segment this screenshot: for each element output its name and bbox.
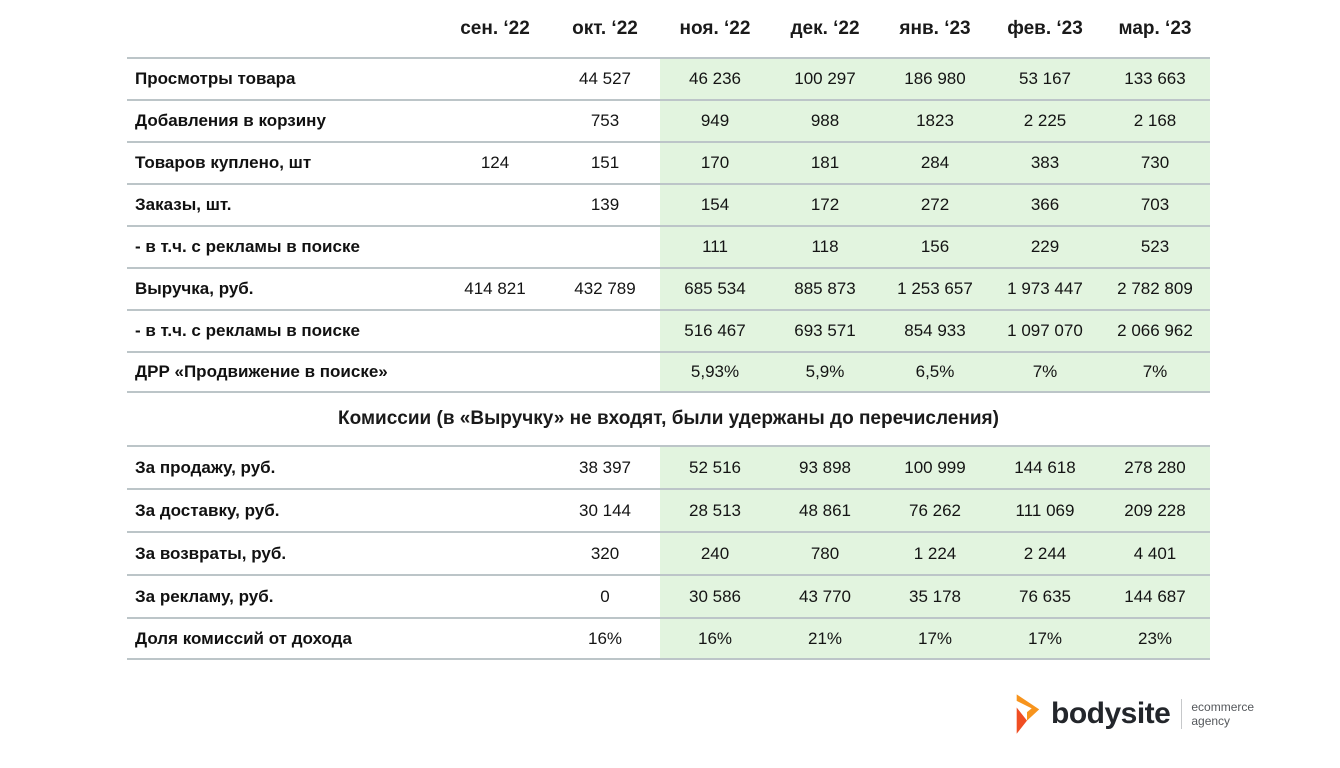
cell-value: 949 xyxy=(660,101,770,141)
cell-value: 1 973 447 xyxy=(990,269,1100,309)
cell-value: 278 280 xyxy=(1100,447,1210,488)
cell-value xyxy=(440,490,550,531)
row-label: За возвраты, руб. xyxy=(135,543,287,563)
column-header: фев. ‘23 xyxy=(1007,17,1083,39)
cell-value: 17% xyxy=(990,619,1100,658)
cell-value: 124 xyxy=(480,153,510,172)
table-row xyxy=(127,574,1210,617)
cell-value: 151 xyxy=(590,153,620,172)
row-label: За доставку, руб. xyxy=(135,500,280,520)
row-label: Товаров куплено, шт xyxy=(135,153,312,172)
cell-value: 523 xyxy=(1100,227,1210,267)
table-row xyxy=(127,617,1210,660)
cell-value: 693 571 xyxy=(770,311,880,351)
table-row xyxy=(127,351,1210,393)
column-header: янв. ‘23 xyxy=(899,17,971,39)
logo-divider xyxy=(1181,699,1182,729)
column-header: мар. ‘23 xyxy=(1118,17,1192,39)
table-row xyxy=(127,225,1210,267)
cell-value: 144 687 xyxy=(1100,576,1210,617)
cell-value: 118 xyxy=(770,227,880,267)
logo-brand-text: bodysite xyxy=(1051,697,1171,730)
cell-value: 21% xyxy=(770,619,880,658)
cell-value: 48 861 xyxy=(770,490,880,531)
cell-value: 209 228 xyxy=(1100,490,1210,531)
cell-value: 154 xyxy=(660,185,770,225)
cell-value: 44 527 xyxy=(579,69,631,88)
cell-value: 186 980 xyxy=(880,59,990,99)
table-row xyxy=(127,57,1210,99)
metrics-table xyxy=(127,0,1210,393)
cell-value xyxy=(440,185,550,225)
cell-value: 780 xyxy=(770,533,880,574)
cell-value xyxy=(550,311,660,351)
table-row xyxy=(127,445,1210,488)
cell-value: 172 xyxy=(770,185,880,225)
cell-value: 2 244 xyxy=(990,533,1100,574)
cell-value: 272 xyxy=(880,185,990,225)
cell-value: 414 821 xyxy=(464,279,526,298)
column-header: ноя. ‘22 xyxy=(679,17,751,39)
logo-tagline xyxy=(1191,700,1254,729)
cell-value: 133 663 xyxy=(1100,59,1210,99)
cell-value: 38 397 xyxy=(579,457,631,477)
cell-value xyxy=(550,227,660,267)
cell-value: 284 xyxy=(880,143,990,183)
cell-value: 2 225 xyxy=(990,101,1100,141)
cell-value: 685 534 xyxy=(660,269,770,309)
cell-value: 1 097 070 xyxy=(990,311,1100,351)
metrics-table-body xyxy=(127,57,1210,393)
cell-value: 35 178 xyxy=(880,576,990,617)
cell-value: 17% xyxy=(880,619,990,658)
row-label: Добавления в корзину xyxy=(135,111,326,130)
commissions-table-body xyxy=(127,445,1210,660)
cell-value: 16% xyxy=(587,628,623,648)
row-label: Доля комиссий от дохода xyxy=(135,628,352,648)
cell-value: 4 401 xyxy=(1100,533,1210,574)
cell-value: 52 516 xyxy=(660,447,770,488)
cell-value: 2 168 xyxy=(1100,101,1210,141)
row-label: - в т.ч. с рекламы в поиске xyxy=(135,321,360,340)
cell-value: 753 xyxy=(590,111,620,130)
cell-value: 703 xyxy=(1100,185,1210,225)
cell-value: 854 933 xyxy=(880,311,990,351)
cell-value: 139 xyxy=(590,195,620,214)
cell-value: 43 770 xyxy=(770,576,880,617)
table-row xyxy=(127,488,1210,531)
cell-value: 730 xyxy=(1100,143,1210,183)
cell-value: 144 618 xyxy=(990,447,1100,488)
cell-value xyxy=(440,101,550,141)
cell-value xyxy=(440,619,550,658)
cell-value xyxy=(440,59,550,99)
cell-value xyxy=(440,576,550,617)
cell-value: 5,9% xyxy=(770,353,880,391)
cell-value: 100 297 xyxy=(770,59,880,99)
cell-value: 229 xyxy=(990,227,1100,267)
table-row xyxy=(127,309,1210,351)
column-header: дек. ‘22 xyxy=(790,17,860,39)
cell-value: 6,5% xyxy=(880,353,990,391)
table-row xyxy=(127,531,1210,574)
cell-value xyxy=(550,353,660,391)
table-row xyxy=(127,141,1210,183)
cell-value xyxy=(440,227,550,267)
row-label: Заказы, шт. xyxy=(135,195,232,214)
logo-tagline-line2: agency xyxy=(1191,714,1231,728)
cell-value: 53 167 xyxy=(990,59,1100,99)
cell-value xyxy=(440,353,550,391)
cell-value: 16% xyxy=(660,619,770,658)
cell-value: 2 066 962 xyxy=(1100,311,1210,351)
header-spacer xyxy=(127,0,440,57)
bodysite-bolt-icon xyxy=(1012,692,1042,736)
row-label: - в т.ч. с рекламы в поиске xyxy=(135,237,360,256)
cell-value: 93 898 xyxy=(770,447,880,488)
cell-value: 111 xyxy=(660,227,770,267)
cell-value: 988 xyxy=(770,101,880,141)
cell-value: 28 513 xyxy=(660,490,770,531)
cell-value: 111 069 xyxy=(990,490,1100,531)
cell-value: 170 xyxy=(660,143,770,183)
cell-value: 181 xyxy=(770,143,880,183)
cell-value: 76 635 xyxy=(990,576,1100,617)
cell-value: 240 xyxy=(660,533,770,574)
row-label: ДРР «Продвижение в поиске» xyxy=(135,362,388,381)
row-label: За рекламу, руб. xyxy=(135,586,274,606)
cell-value: 885 873 xyxy=(770,269,880,309)
cell-value: 30 586 xyxy=(660,576,770,617)
bodysite-logo xyxy=(1012,692,1254,736)
cell-value: 1 224 xyxy=(880,533,990,574)
cell-value xyxy=(440,533,550,574)
cell-value: 2 782 809 xyxy=(1100,269,1210,309)
report-tables xyxy=(127,0,1210,660)
cell-value: 46 236 xyxy=(660,59,770,99)
cell-value: 516 467 xyxy=(660,311,770,351)
cell-value xyxy=(440,447,550,488)
cell-value: 30 144 xyxy=(579,500,631,520)
cell-value: 432 789 xyxy=(574,279,636,298)
cell-value: 7% xyxy=(990,353,1100,391)
commissions-heading: Комиссии (в «Выручку» не входят, были удержаны до перечисления) xyxy=(338,408,999,429)
cell-value: 366 xyxy=(990,185,1100,225)
cell-value: 100 999 xyxy=(880,447,990,488)
row-label: Выручка, руб. xyxy=(135,279,254,298)
cell-value: 1823 xyxy=(880,101,990,141)
cell-value: 383 xyxy=(990,143,1100,183)
cell-value: 320 xyxy=(590,543,620,563)
cell-value: 76 262 xyxy=(880,490,990,531)
table-row xyxy=(127,183,1210,225)
table-row xyxy=(127,267,1210,309)
cell-value: 7% xyxy=(1100,353,1210,391)
row-label: За продажу, руб. xyxy=(135,457,276,477)
cell-value: 5,93% xyxy=(660,353,770,391)
cell-value: 156 xyxy=(880,227,990,267)
cell-value: 1 253 657 xyxy=(880,269,990,309)
table-row xyxy=(127,99,1210,141)
cell-value: 0 xyxy=(600,586,610,606)
logo-tagline-line1: ecommerce xyxy=(1191,699,1255,714)
metrics-table-header-row xyxy=(127,0,1210,57)
commissions-table xyxy=(127,445,1210,660)
cell-value: 23% xyxy=(1100,619,1210,658)
cell-value xyxy=(440,311,550,351)
row-label: Просмотры товара xyxy=(135,69,296,88)
column-header: сен. ‘22 xyxy=(460,17,530,39)
column-header: окт. ‘22 xyxy=(572,17,638,39)
